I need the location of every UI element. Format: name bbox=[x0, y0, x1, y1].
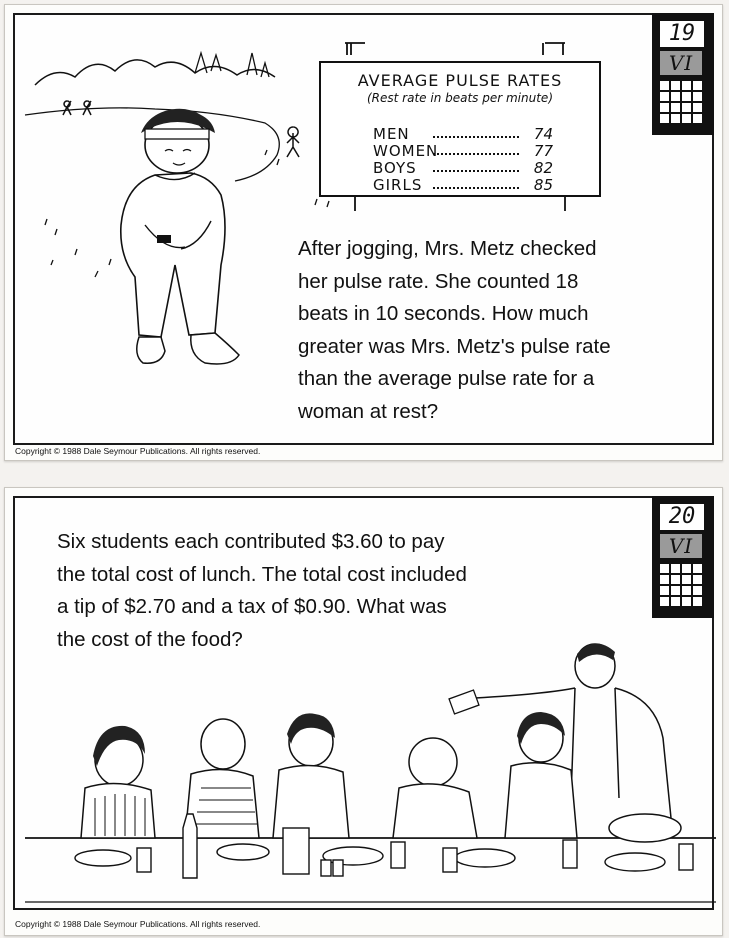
problem-line: greater was Mrs. Metz's pulse rate bbox=[298, 334, 611, 358]
card-20-panel bbox=[13, 496, 714, 910]
sign-row-men bbox=[373, 125, 553, 143]
pulse-rates-sign bbox=[319, 61, 601, 197]
card-number: 19 bbox=[660, 21, 704, 47]
row-label: GIRLS bbox=[373, 176, 423, 194]
problem-line: woman at rest? bbox=[298, 399, 439, 423]
sign-row-girls bbox=[373, 176, 553, 194]
row-dots bbox=[433, 153, 519, 155]
row-value: 74 bbox=[533, 125, 553, 143]
sign-row-women bbox=[373, 142, 553, 160]
calculator-grid-icon bbox=[660, 564, 702, 606]
row-dots bbox=[433, 170, 519, 172]
calculator-grid-icon bbox=[660, 81, 702, 123]
problem-line: Six students each contributed $3.60 to pay bbox=[57, 530, 445, 553]
card-20-badge bbox=[652, 496, 714, 618]
problem-19-text bbox=[298, 233, 698, 428]
row-label: MEN bbox=[373, 125, 410, 143]
problem-line: her pulse rate. She counted 18 bbox=[298, 269, 579, 293]
problem-line: than the average pulse rate for a bbox=[298, 367, 595, 390]
level-label: VI bbox=[660, 51, 702, 75]
card-19-panel bbox=[13, 13, 714, 445]
row-value: 82 bbox=[533, 159, 553, 177]
copyright-19: Copyright © 1988 Dale Seymour Publications. All rights reserved. bbox=[15, 446, 261, 456]
problem-line: a tip of $2.70 and a tax of $0.90. What was bbox=[57, 595, 447, 618]
problem-line: After jogging, Mrs. Metz checked bbox=[298, 237, 597, 260]
sign-row-boys bbox=[373, 159, 553, 177]
level-label: VI bbox=[660, 534, 702, 558]
problem-line: the cost of the food? bbox=[57, 627, 243, 651]
copyright-20: Copyright © 1988 Dale Seymour Publications. All rights reserved. bbox=[15, 919, 261, 929]
problem-20-text bbox=[57, 526, 597, 656]
problem-card-19 bbox=[4, 4, 723, 461]
sign-title: AVERAGE PULSE RATES bbox=[357, 71, 563, 90]
problem-line: beats in 10 seconds. How much bbox=[298, 302, 589, 325]
row-value: 85 bbox=[533, 176, 553, 194]
row-dots bbox=[433, 187, 519, 189]
row-label: WOMEN bbox=[373, 142, 439, 160]
problem-card-20 bbox=[4, 487, 723, 936]
problem-line: the total cost of lunch. The total cost included bbox=[57, 562, 467, 586]
card-19-badge bbox=[652, 13, 714, 135]
card-number: 20 bbox=[660, 504, 704, 530]
row-value: 77 bbox=[533, 142, 553, 160]
row-label: BOYS bbox=[373, 159, 417, 177]
sign-subtitle: (Rest rate in beats per minute) bbox=[367, 91, 553, 105]
row-dots bbox=[433, 136, 519, 138]
